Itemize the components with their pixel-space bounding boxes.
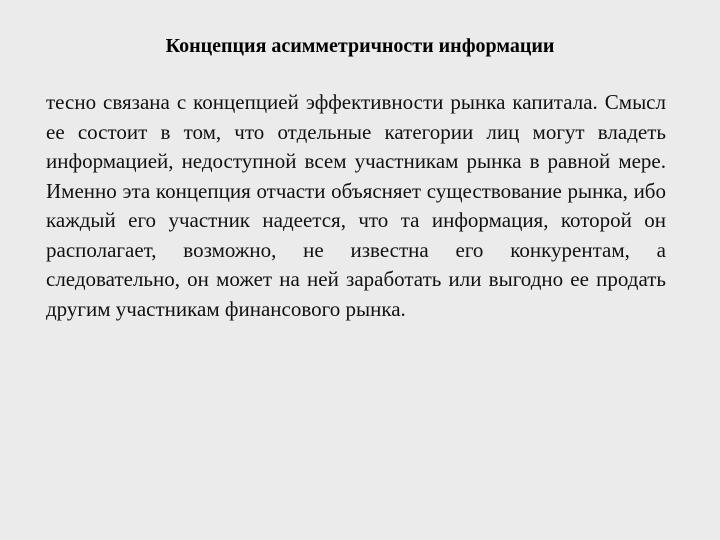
slide-body-text: тесно связана с концепцией эффективности рынка капитала. Смысл ее состоит в том, что отдельные категории лиц могут владеть информацией, недоступной всем участникам рынка в равной мере. Именно эта концепция отчасти объясняет существование рынка, ибо каждый его участник надеется, что та информация, которой он располагает, возможно, не известна его конкурентам, а следовательно, он может на ней заработать или выгодно ее продать другим участникам финансового рынка. [46, 90, 666, 321]
slide-title: Концепция асимметричности информации [165, 35, 555, 57]
